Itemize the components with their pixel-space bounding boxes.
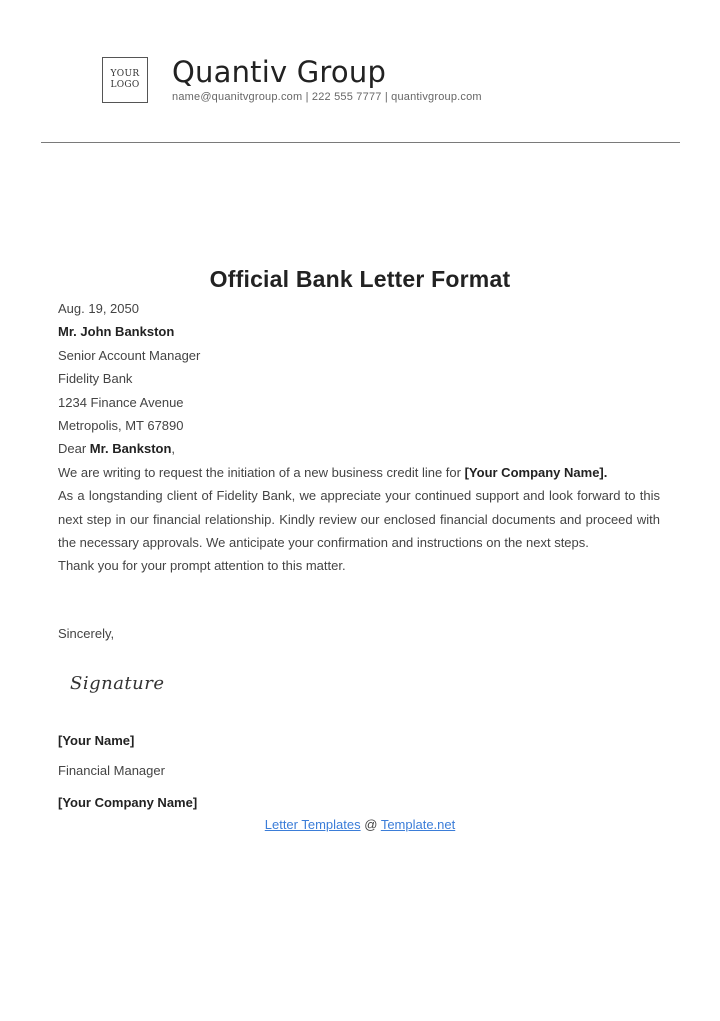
- logo-text-line2: LOGO: [110, 80, 140, 90]
- brand-block: [172, 55, 482, 103]
- template-net-link[interactable]: Template.net: [380, 817, 456, 832]
- address-line-1: 1234 Finance Avenue: [58, 394, 184, 410]
- paragraph-2: As a longstanding client of Fidelity Bank, we appreciate your continued support and look forward to this next step in our financial relationship. Kindly review our enclosed financial documents and proceed with the necessary approvals. We anticipate your confirmation and instructions on the next steps.: [58, 488, 660, 550]
- salutation-suffix: ,: [171, 441, 176, 457]
- footer-separator: @: [360, 817, 381, 832]
- paragraph-3: Thank you for your prompt attention to this matter.: [58, 558, 346, 574]
- sender-company: [Your Company Name]: [58, 795, 198, 810]
- letter-templates-link[interactable]: Letter Templates: [264, 817, 361, 832]
- contact-info: name@quanitvgroup.com | 222 555 7777 | quantivgroup.com: [172, 91, 482, 103]
- paragraph-1-company: [Your Company Name].: [464, 464, 608, 480]
- closing: Sincerely,: [58, 626, 115, 641]
- footer-credit: [0, 817, 720, 832]
- logo-placeholder: [102, 57, 148, 103]
- company-name: Quantiv Group: [172, 55, 387, 89]
- sender-name: [Your Name]: [58, 733, 135, 748]
- letter-body: [58, 297, 660, 578]
- header-divider: [41, 142, 680, 143]
- letter-title: Official Bank Letter Format: [209, 266, 511, 292]
- letter-date: Aug. 19, 2050: [58, 301, 139, 316]
- paragraph-1-text: We are writing to request the initiation of a new business credit line for: [58, 464, 465, 480]
- paragraph-1: [58, 461, 660, 484]
- recipient-name: Mr. John Bankston: [58, 324, 175, 340]
- salutation-prefix: Dear: [58, 441, 90, 457]
- recipient-bank: Fidelity Bank: [58, 371, 133, 387]
- salutation-name: Mr. Bankston: [89, 441, 172, 457]
- logo-text-line1: YOUR: [110, 69, 140, 79]
- salutation: [58, 437, 660, 460]
- letterhead: [102, 57, 482, 103]
- recipient-title: Senior Account Manager: [58, 347, 201, 363]
- sender-role: Financial Manager: [58, 763, 165, 778]
- address-line-2: Metropolis, MT 67890: [58, 417, 184, 433]
- signature: Signature: [70, 673, 165, 694]
